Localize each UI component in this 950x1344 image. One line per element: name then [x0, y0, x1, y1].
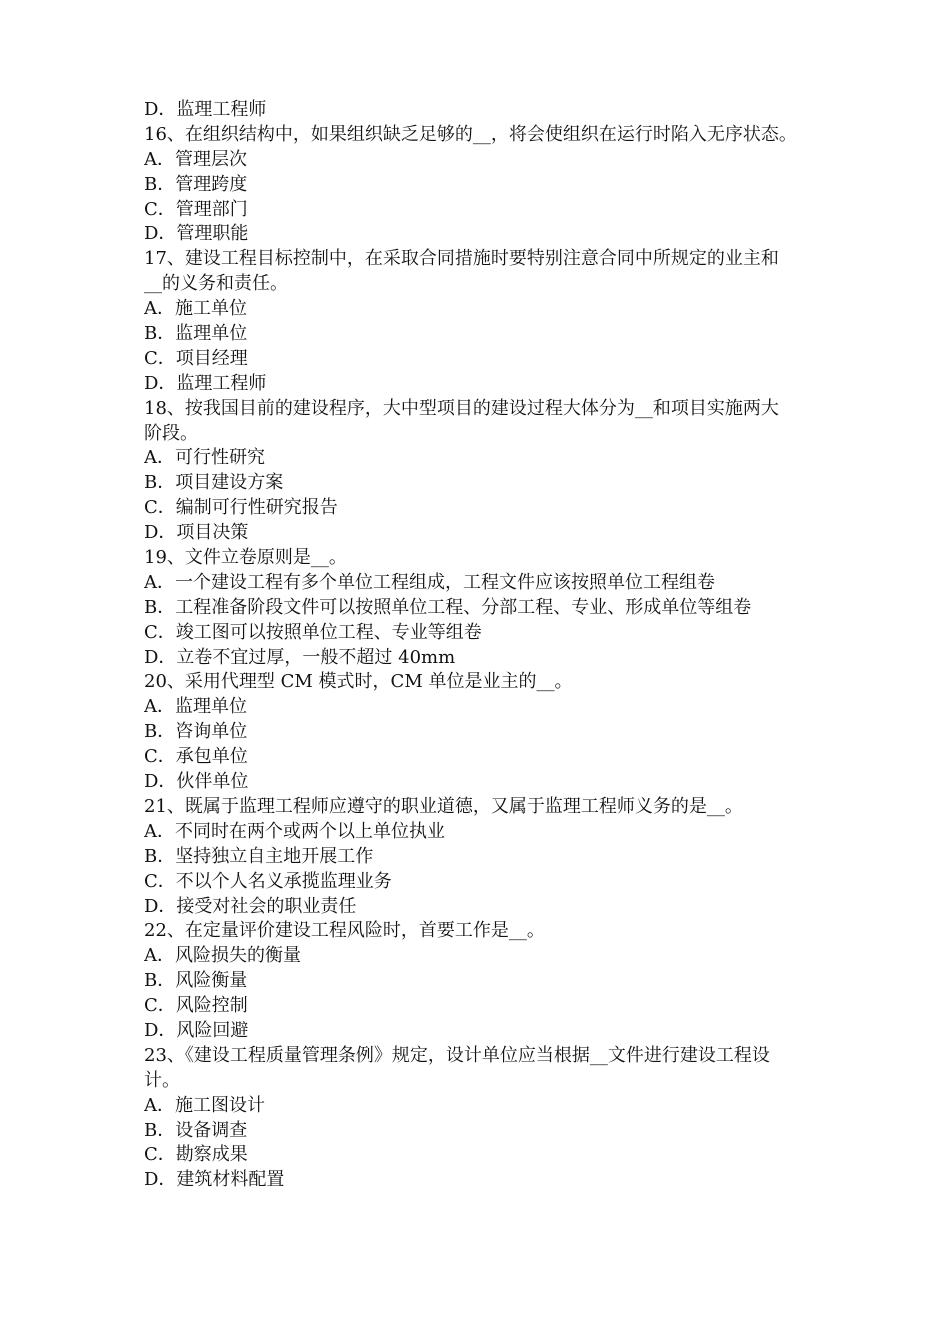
option-b: B．管理跨度	[144, 173, 248, 195]
option-c: C．项目经理	[144, 347, 248, 369]
question-20: 20、采用代理型 CM 模式时，CM 单位是业主的__。	[144, 671, 573, 693]
option-a: A．可行性研究	[144, 447, 265, 469]
question-23: 23、《建设工程质量管理条例》规定，设计单位应当根据__文件进行建设工程设	[144, 1044, 770, 1066]
option-a: A．不同时在两个或两个以上单位执业	[144, 820, 445, 842]
option-c: C．管理部门	[144, 198, 248, 220]
option-b: B．咨询单位	[144, 721, 248, 743]
option-c: C．竣工图可以按照单位工程、专业等组卷	[144, 621, 482, 643]
option-d: D．接受对社会的职业责任	[144, 895, 357, 917]
option-d: D．伙伴单位	[144, 771, 249, 793]
option-a: A．管理层次	[144, 148, 247, 170]
option-d: D．建筑材料配置	[144, 1169, 285, 1191]
option-b: B．工程准备阶段文件可以按照单位工程、分部工程、专业、形成单位等组卷	[144, 596, 752, 618]
option-a: A．监理单位	[144, 696, 247, 718]
option-d: D．监理工程师	[144, 372, 267, 394]
option-b: B．坚持独立自主地开展工作	[144, 845, 374, 867]
option-b: B．项目建设方案	[144, 472, 284, 494]
option-b: B．监理单位	[144, 323, 248, 345]
option-d: D．管理职能	[144, 223, 249, 245]
question-17: 17、建设工程目标控制中，在采取合同措施时要特别注意合同中所规定的业主和	[144, 248, 779, 270]
question-16: 16、在组织结构中，如果组织缺乏足够的__，将会使组织在运行时陷入无序状态。	[144, 123, 797, 145]
option-a: A．施工单位	[144, 298, 247, 320]
option-d: D．项目决策	[144, 522, 249, 544]
option-a: A．风险损失的衡量	[144, 945, 301, 967]
question-18-cont: 阶段。	[144, 422, 198, 444]
option-b: B．设备调查	[144, 1119, 248, 1141]
option-d: D．立卷不宜过厚，一般不超过 40mm	[144, 646, 456, 668]
option-c: C．勘察成果	[144, 1144, 248, 1166]
option-a: A．一个建设工程有多个单位工程组成，工程文件应该按照单位工程组卷	[144, 571, 715, 593]
question-18: 18、按我国目前的建设程序，大中型项目的建设过程大体分为__和项目实施两大	[144, 397, 779, 419]
option-c: C．编制可行性研究报告	[144, 497, 338, 519]
text-line: D．监理工程师	[144, 99, 267, 120]
option-c: C．风险控制	[144, 995, 248, 1017]
option-d: D．风险回避	[144, 1019, 249, 1041]
question-23-cont: 计。	[144, 1069, 180, 1091]
document-page	[144, 98, 814, 1193]
question-22: 22、在定量评价建设工程风险时，首要工作是__。	[144, 920, 545, 942]
option-c: C．承包单位	[144, 746, 248, 768]
option-c: C．不以个人名义承揽监理业务	[144, 870, 392, 892]
question-17-cont: __的义务和责任。	[144, 273, 288, 295]
option-a: A．施工图设计	[144, 1094, 265, 1116]
question-21: 21、既属于监理工程师应遵守的职业道德，又属于监理工程师义务的是__。	[144, 795, 743, 817]
option-b: B．风险衡量	[144, 970, 248, 992]
question-19: 19、文件立卷原则是__。	[144, 547, 347, 569]
